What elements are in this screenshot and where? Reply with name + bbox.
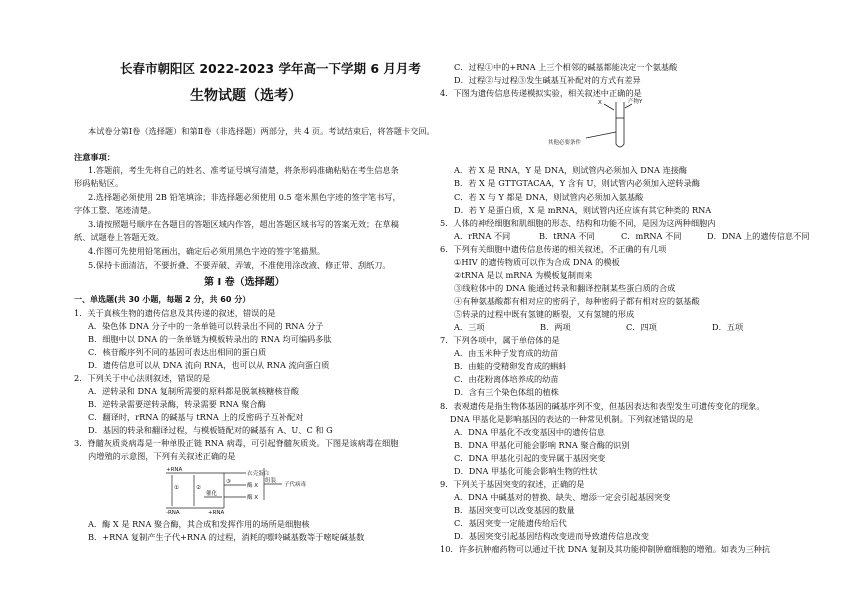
- q6-item: ①HIV 的遗传物质可以作为合成 DNA 的模板: [454, 257, 620, 267]
- q9-option: C．基因突变一定能遗传给后代: [454, 518, 567, 528]
- q1-stem: 1．关于真核生物的遗传信息及其传递的叙述，错误的是: [74, 308, 276, 318]
- fig-product-y: 产物Y: [628, 99, 643, 105]
- q2-option: C．翻译时，rRNA 的碱基与 tRNA 上的反密码子互补配对: [88, 412, 304, 422]
- q3-option: C．过程①中的+RNA 上三个相邻的碱基都能决定一个氨基酸: [454, 62, 678, 72]
- q8-stem-cont: DNA 甲基化是影响基因的表达的一种常见机制。下列叙述错误的是: [450, 414, 694, 424]
- fig-catalyze: 催化: [206, 491, 218, 497]
- q5-option: C．mRNA 不同: [621, 231, 682, 241]
- q3-option: A．酶 X 是 RNA 聚合酶，其合成和发挥作用的场所是细胞核: [88, 519, 310, 529]
- q10-stem: 10．许多抗肿瘤药物可以通过干扰 DNA 复制及其功能抑制肿瘤细胞的增殖。如表为三种抗: [440, 544, 771, 554]
- q6-item: ②tRNA 是以 mRNA 为模板复制而来: [454, 270, 593, 280]
- note-line: 纸、试题卷上答题无效。: [74, 232, 165, 242]
- q6-item: ③线粒体中的 DNA 能通过转录和翻译控制某些蛋白质的合成: [454, 283, 676, 293]
- intro-text: 本试卷分第Ⅰ卷（选择题）和第Ⅱ卷（非选择题）两部分，共 4 页。考试结束后，将答题卡交回。: [88, 126, 435, 136]
- note-line: 3.请按照题号顺序在各题目的答题区域内作答，超出答题区域书写的答案无效；在草稿: [88, 219, 399, 229]
- q9-option: D．基因突变引起基因结构改变进而导致遗传信息改变: [454, 531, 649, 541]
- fig-step2: ②: [196, 485, 201, 491]
- q6-options: [454, 322, 743, 333]
- q2-option: B．逆转录需要逆转录酶，转录需要 RNA 聚合酶: [88, 399, 266, 409]
- q8-stem: 8．表观遗传是指生物体基因的碱基序列不变，但基因表达和表型发生可遗传变化的现象。: [440, 401, 765, 411]
- test-tube-diagram: [546, 98, 646, 156]
- fig-plus-rna-bottom: +RNA: [208, 510, 225, 514]
- q6-stem: 6．下列有关细胞中遗传信息传递的相关叙述，不正确的有几项: [440, 244, 667, 254]
- note-line: 2.选择题必须使用 2B 铅笔填涂；非选择题必须使用 0.5 毫米黑色字迹的签字笔书写，: [88, 192, 401, 202]
- q4-option: D．若 Y 是蛋白质，X 是 mRNA，则试管内还应该有其它种类的 RNA: [454, 205, 712, 215]
- fig-assemble: 组装: [265, 478, 277, 484]
- q9-option: A．DNA 中碱基对的替换、缺失、增添一定会引起基因突变: [454, 492, 671, 502]
- virus-replication-diagram: [164, 464, 334, 514]
- q7-stem: 7．下列各项中，属于单倍体的是: [440, 335, 560, 345]
- fig-step1: ①: [174, 485, 179, 491]
- q7-option: C．由花粉离体培养成的幼苗: [454, 374, 559, 384]
- q9-stem: 9．下列关于基因突变的叙述，正确的是: [440, 479, 585, 489]
- exam-title: 长春市朝阳区 2022-2023 学年高一下学期 6 月月考: [120, 61, 421, 76]
- q7-option: D．含有三个染色体组的植株: [454, 387, 559, 397]
- q3-stem: 3．脊髓灰质炎病毒是一种单股正链 RNA 病毒，可引起脊髓灰质炎。下图是该病毒在细胞: [74, 438, 399, 448]
- fig-x-label: X: [598, 100, 602, 106]
- fig-minus-rna: -RNA: [166, 510, 180, 514]
- q1-option: A．染色体 DNA 分子中的一条单链可以转录出不同的 RNA 分子: [88, 321, 324, 331]
- q6-item: ④有种氨基酸都有相对应的密码子，每种密码子都有相对应的氨基酸: [454, 296, 700, 306]
- q1-option: B．细胞中以 DNA 的一条单链为模板转录出的 RNA 均可编码多肽: [88, 334, 332, 344]
- fig-progeny: 子代病毒: [284, 482, 307, 488]
- q6-option: B．两项: [540, 322, 571, 332]
- q6-option: D．五项: [712, 322, 744, 332]
- q6-option: A．三项: [454, 322, 485, 332]
- q8-option: A．DNA 甲基化不改变基因中的遗传信息: [454, 427, 605, 437]
- q5-options: [454, 231, 810, 242]
- q3-stem-cont: 内增殖的示意图，下列有关叙述正确的是: [88, 451, 236, 461]
- section1-heading: 一、单选题(共 30 小题，每题 2 分，共 60 分）: [74, 295, 251, 304]
- note-line: 5.保持卡面清洁，不要折叠、不要弄破、弄皱，不准使用涂改液、修正带、刮纸刀。: [88, 260, 391, 270]
- q7-option: A．由玉米种子发育成的幼苗: [454, 348, 559, 358]
- part1-title: 第 Ⅰ 卷（选择题）: [204, 277, 285, 288]
- q5-option: D．DNA 上的遗传信息不同: [707, 231, 810, 241]
- q8-option: B．DNA 甲基化可能会影响 RNA 聚合酶的识别: [454, 440, 630, 450]
- q8-option: D．DNA 甲基化可能会影响生物的性状: [454, 466, 598, 476]
- q2-option: A．逆转录和 DNA 复制所需要的原料都是脱氧核糖核苷酸: [88, 386, 299, 396]
- fig-enzyme-x: 酶 X: [247, 483, 259, 489]
- q3-option: B．+RNA 复制产生子代+RNA 的过程，消耗的嘌呤碱基数等于嘧啶碱基数: [88, 532, 365, 542]
- q4-stem: 4．下图为遗传信息传递模拟实验，相关叙述中正确的是: [440, 88, 642, 98]
- fig-step3: ③: [226, 479, 231, 485]
- note-line: 形码粘贴区。: [74, 178, 124, 188]
- notes-heading: 注意事项：: [74, 152, 115, 162]
- q5-option: B．tRNA 不同: [539, 231, 595, 241]
- q5-option: A．rRNA 不同: [454, 231, 511, 241]
- note-line: 1.答题前，考生先将自己的姓名、准考证号填写清楚，将条形码准确粘贴在考生信息条: [88, 165, 399, 175]
- note-line: 字体工整、笔迹清楚。: [74, 205, 156, 215]
- q7-option: B．由蛙的受精卵发育成的蝌蚪: [454, 361, 567, 371]
- q3-option: D．过程②与过程③发生碱基互补配对的方式有差异: [454, 75, 641, 85]
- q5-stem: 5．人体的神经细胞和肌细胞的形态、结构和功能不同，是因为这两种细胞内: [440, 218, 716, 228]
- q8-option: C．DNA 甲基化引起的变异属于基因突变: [454, 453, 606, 463]
- q4-option: B．若 X 是 GTTGTACAA，Y 含有 U，则试管内必须加入逆转录酶: [454, 178, 700, 188]
- note-line: 4.作图可先使用铅笔画出，确定后必须用黑色字迹的签字笔描黑。: [88, 246, 326, 256]
- q9-option: B．基因突变可以改变基因的数量: [454, 505, 575, 515]
- exam-subtitle: 生物试题（选考）: [190, 88, 302, 104]
- fig-capsid-protein: 衣壳蛋白: [247, 471, 270, 477]
- q1-option: C．核苷酸序列不同的基因可表达出相同的蛋白质: [88, 347, 267, 357]
- fig-condition: 其他必要条件: [548, 140, 582, 146]
- q6-item: ⑤转录的过程中既有氢键的断裂，又有氢键的形成: [454, 309, 635, 319]
- fig-enzyme-x2: 酶 X: [247, 495, 259, 501]
- fig-plus-rna-top: +RNA: [166, 467, 183, 473]
- q1-option: D．遗传信息可以从 DNA 流向 RNA，也可以从 RNA 流向蛋白质: [88, 360, 330, 370]
- q4-option: A．若 X 是 RNA，Y 是 DNA，则试管内必须加入 DNA 连接酶: [454, 165, 688, 175]
- q2-stem: 2．下列关于中心法则叙述，错误的是: [74, 373, 211, 383]
- q4-option: C．若 X 与 Y 都是 DNA，则试管内必须加入氨基酸: [454, 192, 644, 202]
- q6-option: C．四项: [626, 322, 657, 332]
- q2-option: D．基因的转录和翻译过程，与模板链配对的碱基有 A、U、C 和 G: [88, 425, 333, 435]
